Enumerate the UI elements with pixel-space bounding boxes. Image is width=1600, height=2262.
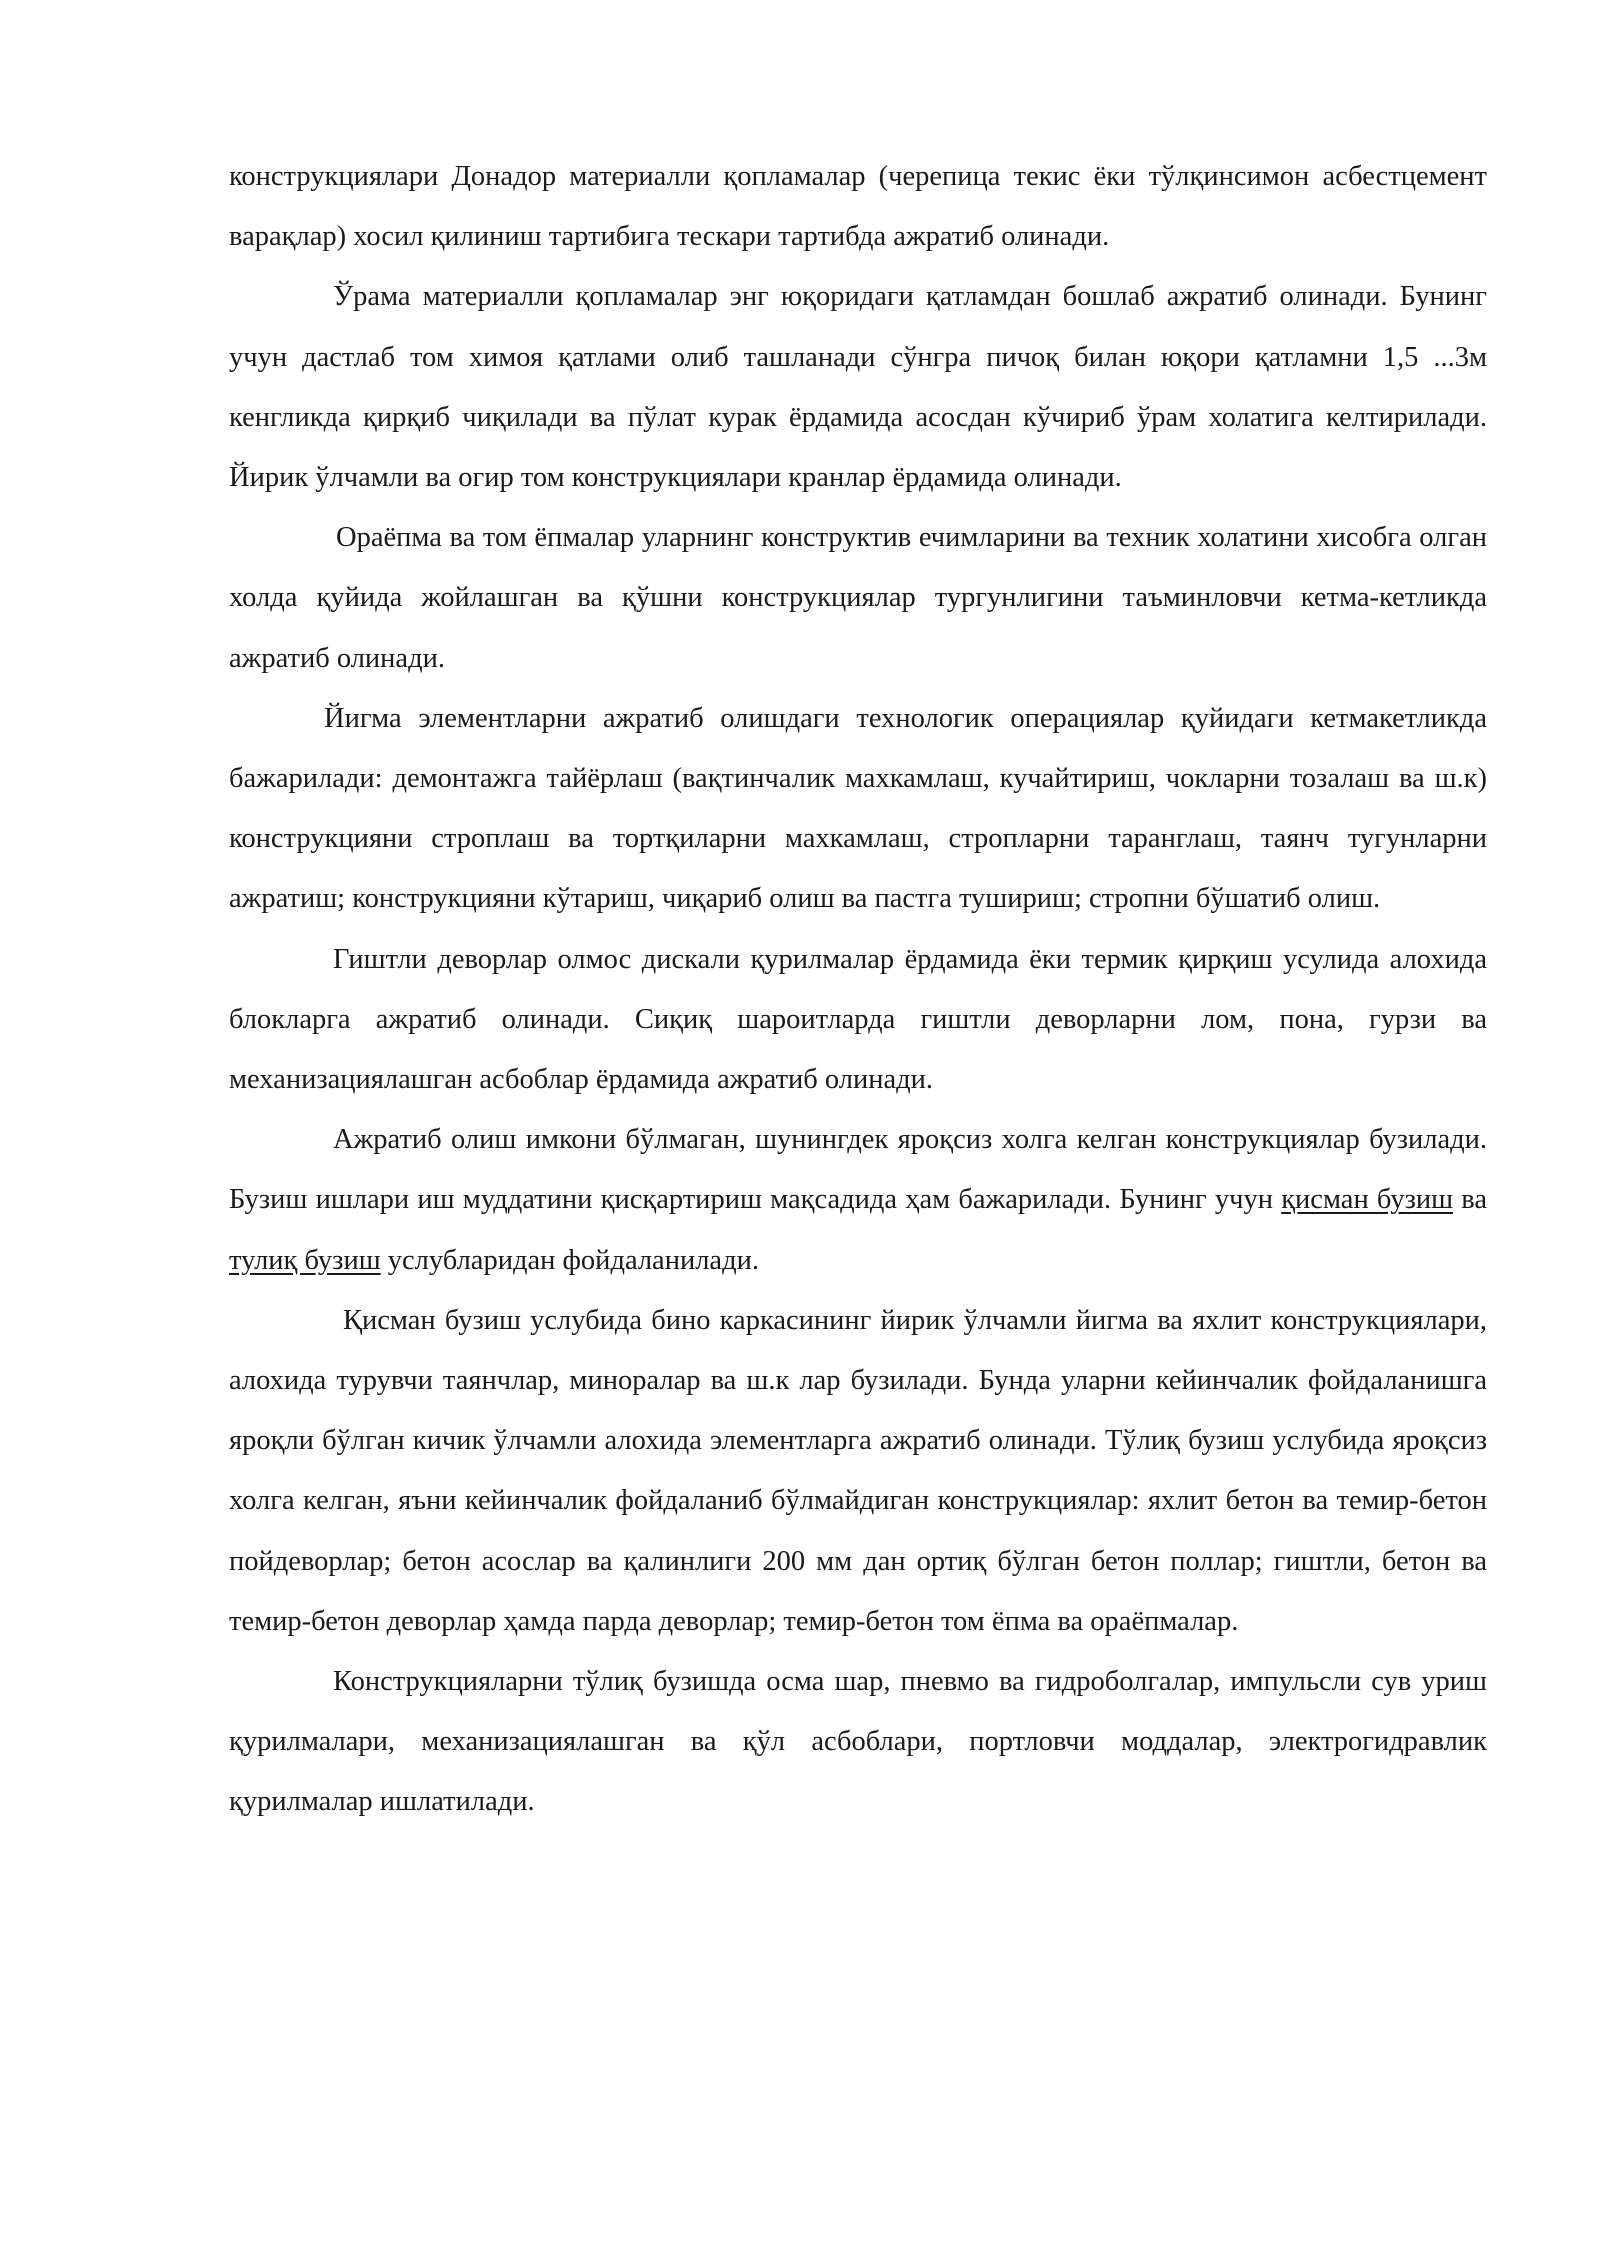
paragraph-precast-elements: Йигма элементларни ажратиб олишдаги технологик операциялар қуйидаги кетмакетликда бажарилади: демонтажга тайёрлаш (вақтинчалик махкамлаш, кучайтириш, чокларни тозалаш ва ш.к) конструкцияни строплаш ва тортқиларни махкамлаш, стропларни таранглаш, таянч тугунларни ажратиш; конструкцияни кўтариш, чиқариб олиш ва пастга тушириш; стропни бўшатиб олиш. [229,702,1487,915]
demolition-text-after: услубларидан фойдаланилади. [380,1244,759,1276]
demolition-text-before: Ажратиб олиш имкони бўлмаган, шунингдек яроқсиз холга келган конструкциялар бузилади. Бузиш ишлари иш муддатини қисқартириш мақсадида ҳам бажарилади. Бунинг учун [229,1124,1487,1216]
paragraph-roof-covering-removal: конструкциялари Донадор материалли қопламалар (черепица текис ёки тўлқинсимон асбестцемент варақлар) хосил қилиниш тартибига тескари тартибда ажратиб олинади. [229,161,1487,253]
document-body [229,147,1487,1833]
paragraph-demolition-methods [229,1110,1487,1291]
paragraph-brick-walls: Гиштли деворлар олмос дискали қурилмалар ёрдамида ёки термик қирқиш усулида алохида блокларга ажратиб олинади. Сиқиқ шароитларда гиштли деворларни лом, пона, гурзи ва механизациялашган асбоблар ёрдамида ажратиб олинади. [229,943,1487,1096]
full-demolition-link: тулиқ бузиш [229,1244,381,1276]
paragraph-roll-covering: Ўрама материалли қопламалар энг юқоридаги қатламдан бошлаб ажратиб олинади. Бунинг учун дастлаб том химоя қатлами олиб ташланади сўнгра пичоқ билан юқори қатламни 1,5 ...3м кенгликда қирқиб чиқилади ва пўлат курак ёрдамида асосдан кўчириб ўрам холатига келтирилади. Йирик ўлчамли ва огир том конструкциялари кранлар ёрдамида олинади. [229,281,1487,494]
partial-demolition-link: қисман бузиш [1281,1184,1454,1216]
demolition-text-between: ва [1453,1184,1487,1216]
paragraph-partial-full-demolition: Қисман бузиш услубида бино каркасининг йирик ўлчамли йигма ва яхлит конструкциялари, алохида турувчи таянчлар, миноралар ва ш.к лар бузилади. Бунда уларни кейинчалик фойдаланишга яроқли бўлган кичик ўлчамли алохида элементларга ажратиб олинади. Тўлиқ бузиш услубида яроқсиз холга келган, яъни кейинчалик фойдаланиб бўлмайдиган конструкциялар: яхлит бетон ва темир-бетон пойдеворлар; бетон асослар ва қалинлиги 200 мм дан ортиқ бўлган бетон поллар; гиштли, бетон ва темир-бетон деворлар ҳамда парда деворлар; темир-бетон том ёпма ва ораёпмалар. [229,1304,1487,1637]
paragraph-demolition-equipment: Конструкцияларни тўлиқ бузишда осма шар, пневмо ва гидроболгалар, импульсли сув уриш қурилмалари, механизациялашган ва қўл асбоблари, портловчи моддалар, электрогидравлик қурилмалар ишлатилади. [229,1666,1487,1818]
paragraph-floor-roof-slabs: Ораёпма ва том ёпмалар уларнинг конструктив ечимларини ва техник холатини хисобга олган холда қуйида жойлашган ва қўшни конструкциялар тургунлигини таъминловчи кетма-кетликда ажратиб олинади. [229,522,1487,674]
